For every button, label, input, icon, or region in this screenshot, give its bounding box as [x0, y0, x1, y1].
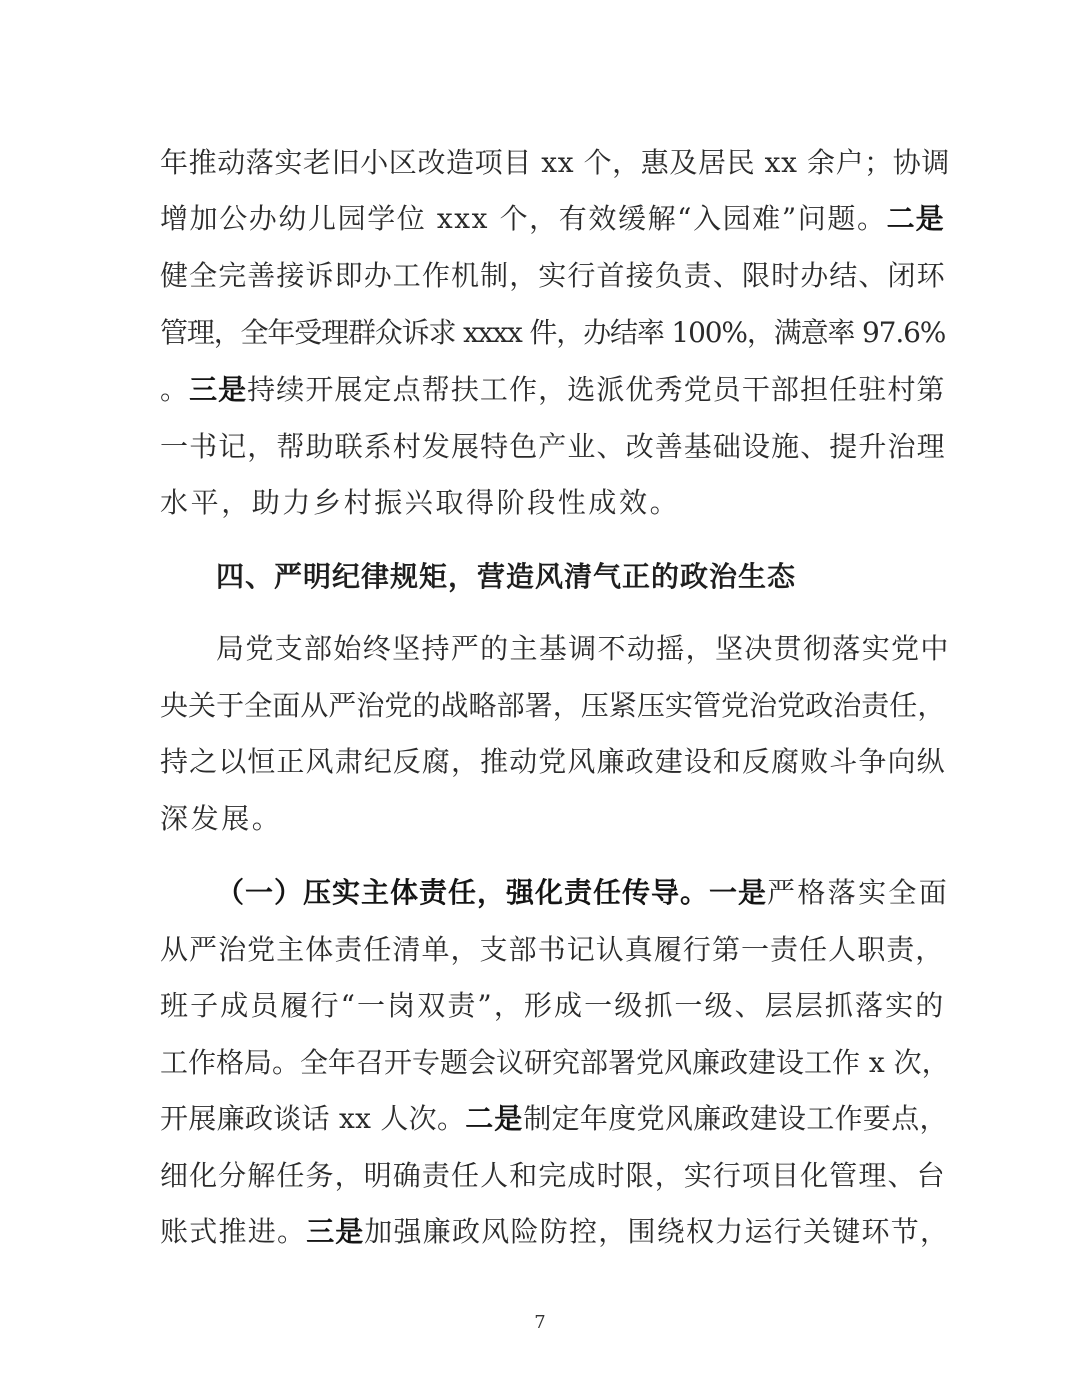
paragraph-line: 一书记，帮助联系村发展特色产业、改善基础设施、提升治理: [160, 430, 946, 463]
section-heading: 四、严明纪律规矩，营造风清气正的政治生态: [216, 560, 797, 593]
emphasis-text: 三是: [306, 1215, 365, 1248]
paragraph-line: [160, 373, 946, 407]
text-run: 持续开展定点帮扶工作，选派优秀党员干部担任驻村第: [247, 373, 946, 406]
paragraph-line: 健全完善接诉即办工作机制，实行首接负责、限时办结、闭环: [160, 259, 946, 292]
text-run: 增加公办幼儿园学位 xxx 个，有效缓解“入园难”问题。: [160, 202, 887, 235]
page-number: 7: [534, 1312, 546, 1333]
subheading-text: （一）压实主体责任，强化责任传导。: [216, 876, 710, 909]
paragraph-line: 持之以恒正风肃纪反腐，推动党风廉政建设和反腐败斗争向纵: [160, 745, 946, 778]
emphasis-text: 一是: [709, 876, 768, 909]
emphasis-text: 二是: [886, 202, 945, 235]
text-run: 加强廉政风险防控，围绕权力运行关键环节，: [364, 1215, 950, 1248]
text-run: 制定年度党风廉政建设工作要点，: [523, 1102, 948, 1135]
paragraph-line: 细化分解任务，明确责任人和完成时限，实行项目化管理、台: [160, 1159, 946, 1192]
paragraph-line: 工作格局。全年召开专题会议研究部署党风廉政建设工作 x 次，: [160, 1046, 950, 1079]
paragraph-line: [216, 876, 949, 910]
emphasis-text: 二是: [465, 1102, 524, 1135]
paragraph-line: [160, 1102, 948, 1136]
paragraph-line: 深发展。: [160, 802, 283, 835]
paragraph-line: 年推动落实老旧小区改造项目 xx 个，惠及居民 xx 余户；协调: [160, 146, 950, 179]
paragraph-line: 班子成员履行“一岗双责”，形成一级抓一级、层层抓落实的: [160, 989, 946, 1022]
text-run: 开展廉政谈话 xx 人次。: [160, 1102, 466, 1135]
paragraph-line: 水平，助力乡村振兴取得阶段性成效。: [160, 486, 681, 519]
paragraph-line: 从严治党主体责任清单，支部书记认真履行第一责任人职责，: [160, 933, 945, 966]
emphasis-text: 三是: [189, 373, 248, 406]
text-run: 账式推进。: [160, 1215, 307, 1248]
paragraph-line: [160, 1215, 949, 1249]
text-run: 。: [160, 373, 190, 406]
paragraph-line: 局党支部始终坚持严的主基调不动摇，坚决贯彻落实党中: [216, 632, 950, 665]
paragraph-line: 管理，全年受理群众诉求 xxxx 件，办结率 100%，满意率 97.6%: [160, 316, 946, 349]
text-run: 严格落实全面: [767, 876, 950, 909]
paragraph-line: [160, 202, 945, 236]
paragraph-line: 央关于全面从严治党的战略部署，压紧压实管党治党政治责任，: [160, 689, 946, 722]
